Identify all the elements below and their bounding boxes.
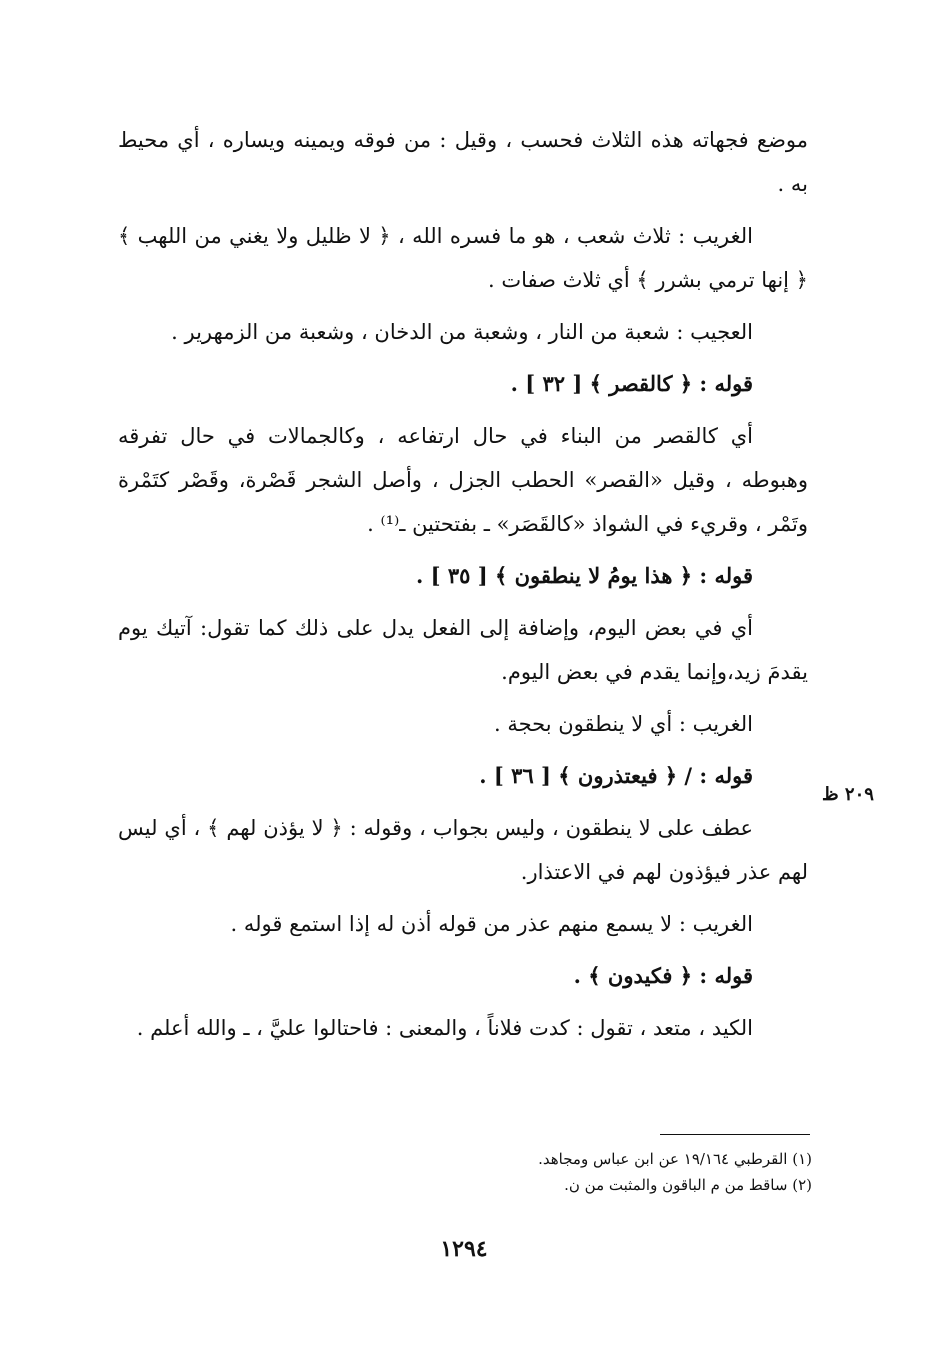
footnote-1: (١) القرطبي ١٩/١٦٤ عن ابن عباس ومجاهد. bbox=[538, 1150, 812, 1168]
paragraph-7: أي في بعض اليوم، وإضافة إلى الفعل يدل على ذلك كما تقول: آتيك يوم يقدمَ زيد،وإنما يقدم في بعض اليوم. bbox=[118, 616, 808, 684]
margin-folio-note: ٢٠٩ ظ bbox=[822, 784, 874, 805]
paragraph-9-verse: قوله : / ﴿ فيعتذرون ﴾ [ ٣٦ ] . bbox=[479, 763, 753, 788]
paragraph-2: الغريب : ثلاث شعب ، هو ما فسره الله ، ﴿ لا ظليل ولا يغني من اللهب ﴾ ﴿ إنها ترمي بشرر ﴾ أي ثلاث صفات . bbox=[118, 224, 808, 292]
paragraph-8: الغريب : أي لا ينطقون بحجة . bbox=[494, 712, 753, 736]
footnote-2: (٢) ساقط من م الباقون والمثبت من ن. bbox=[564, 1176, 812, 1194]
main-text bbox=[118, 118, 808, 1058]
paragraph-4-verse: قوله : ﴿ كالقصر ﴾ [ ٣٢ ] . bbox=[510, 371, 753, 396]
paragraph-6-verse: قوله : ﴿ هذا يومُ لا ينطقون ﴾ [ ٣٥ ] . bbox=[416, 563, 753, 588]
paragraph-12-verse: قوله : ﴿ فكيدون ﴾ . bbox=[573, 963, 753, 988]
footnote-divider bbox=[660, 1134, 810, 1135]
paragraph-11: الغريب : لا يسمع منهم عذر من قوله أذن له إذا استمع قوله . bbox=[230, 912, 753, 936]
footnotes bbox=[400, 1146, 812, 1198]
paragraph-1: موضع فجهاته هذه الثلاث فحسب ، وقيل : من فوقه ويمينه ويساره ، أي محيط به . bbox=[118, 128, 808, 196]
paragraph-3: العجيب : شعبة من النار ، وشعبة من الدخان ، وشعبة من الزمهرير . bbox=[171, 320, 753, 344]
page-number: ١٢٩٤ bbox=[440, 1236, 488, 1262]
paragraph-13: الكيد ، متعد ، تقول : كدت فلاناً ، والمعنى : فاحتالوا عليَّ ، ـ والله أعلم . bbox=[136, 1016, 753, 1040]
paragraph-5: أي كالقصر من البناء في حال ارتفاعه ، وكالجمالات في حال تفرقه وهبوطه ، وقيل «القصر» الحطب الجزل ، وأصل الشجر قَصْرة، وقَصْر كتَمْرة وتَمْر ، وقريء في الشواذ «كالقَصَر» ـ بفتحتين ـ⁽¹⁾ . bbox=[118, 424, 808, 536]
paragraph-10: عطف على لا ينطقون ، وليس بجواب ، وقوله : ﴿ لا يؤذن لهم ﴾ ، أي ليس لهم عذر فيؤذون لهم في الاعتذار. bbox=[118, 816, 808, 884]
